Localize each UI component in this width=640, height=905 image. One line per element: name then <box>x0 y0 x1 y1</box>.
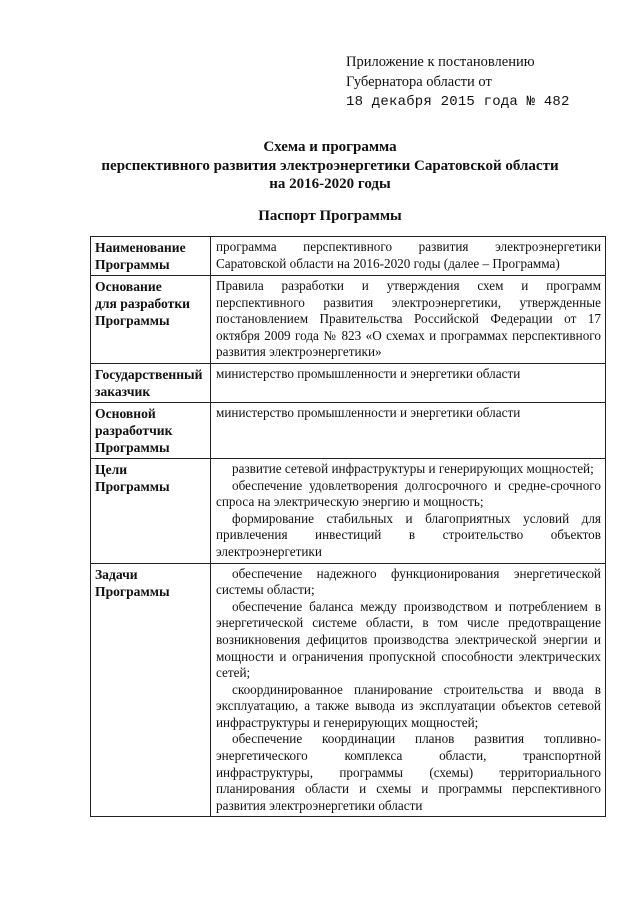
row-label-line: Программы <box>95 257 170 272</box>
row-label-line: Основание <box>95 279 162 294</box>
row-label-line: Цели <box>95 461 128 477</box>
passport-table <box>90 236 606 817</box>
row-label-line: Наименование <box>95 240 186 255</box>
title-line-3: на 2016-2020 годы <box>269 176 391 192</box>
row-paragraph: обеспечение баланса между производством и потреблением в энергетической системе области, в том числе предотвращение возникновения дефицитов производства электрической энергии и мощности и ограничения пропускной способности электрических сетей; <box>216 598 601 681</box>
row-label-line: разработчик <box>95 422 173 438</box>
passport-heading: Паспорт Программы <box>258 208 402 224</box>
row-paragraph: скоординированное планирование строительства и ввода в эксплуатацию, а также вывода из эксплуатации объектов сетевой инфраструктуры и генерирующих мощностей; <box>216 681 601 730</box>
appendix-date-number: 18 декабря 2015 года № 482 <box>346 94 570 110</box>
appendix-block <box>346 52 616 112</box>
row-paragraph: Правила разработки и утверждения схем и программ перспективного развития электроэнергетики, утвержденные постановлением Правительства Российской Федерации от 17 октября 2009 года № 823 «О схемах и программах перспективного развития электроэнергетики» <box>216 278 601 360</box>
row-value <box>211 363 606 402</box>
table-row <box>91 458 606 563</box>
table-row <box>91 563 606 817</box>
row-label <box>91 363 211 402</box>
row-label-line: Программы <box>95 313 170 328</box>
document-title <box>60 138 600 194</box>
appendix-line-2: Губернатора области от <box>346 74 492 90</box>
row-label-line: Программы <box>95 439 170 455</box>
row-label-line: Государственный <box>95 366 203 382</box>
appendix-line-1: Приложение к постановлению <box>346 54 535 70</box>
row-paragraph: обеспечение координации планов развития топливно-энергетического комплекса области, транспортной инфраструктуры, программы (схемы) территориального планирования области и схемы и программы перспективного развития электроэнергетики области <box>216 731 601 813</box>
row-label-line: для разработки <box>95 296 191 311</box>
row-label <box>91 276 211 364</box>
row-paragraph: обеспечение надежного функционирования энергетической системы области; <box>216 565 601 598</box>
row-paragraph: министерство промышленности и энергетики области <box>216 365 521 381</box>
row-paragraph: обеспечение удовлетворения долгосрочного и средне-срочного спроса на электрическую энергию и мощность; <box>216 477 601 510</box>
table-row <box>91 363 606 402</box>
title-line-1: Схема и программа <box>263 139 397 155</box>
table-row <box>91 276 606 364</box>
row-label-line: Программы <box>95 478 170 494</box>
row-label-line: Задачи <box>95 566 138 582</box>
row-value <box>211 458 606 563</box>
table-row <box>91 237 606 276</box>
row-value <box>211 563 606 817</box>
row-label <box>91 458 211 563</box>
row-value <box>211 402 606 458</box>
row-paragraph: формирование стабильных и благоприятных условий для привлечения инвестиций в строительство объектов электроэнергетики <box>216 510 601 559</box>
row-label <box>91 237 211 276</box>
row-paragraph: программа перспективного развития электроэнергетики Саратовской области на 2016-2020 годы (далее – Программа) <box>216 239 601 271</box>
row-paragraph: министерство промышленности и энергетики области <box>216 404 521 420</box>
row-paragraph: развитие сетевой инфраструктуры и генерирующих мощностей; <box>232 460 594 476</box>
row-value <box>211 237 606 276</box>
row-label <box>91 402 211 458</box>
row-label-line: Основной <box>95 405 156 421</box>
title-line-2: перспективного развития электроэнергетики Саратовской области <box>101 157 559 174</box>
row-label-line: заказчик <box>95 383 151 399</box>
row-label-line: Программы <box>95 583 170 599</box>
row-label <box>91 563 211 817</box>
table-row <box>91 402 606 458</box>
row-value <box>211 276 606 364</box>
